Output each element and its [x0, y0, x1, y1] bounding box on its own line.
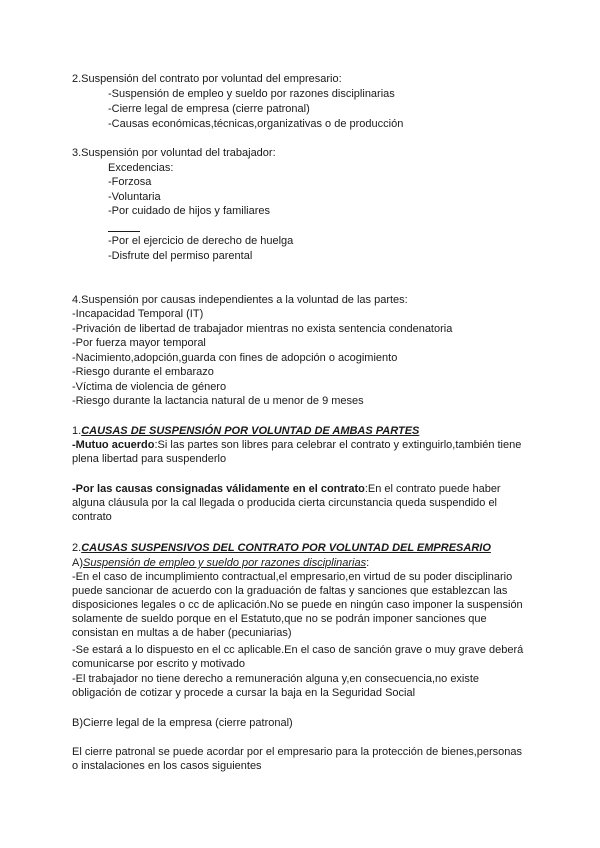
subheading-title: Suspensión de empleo y sueldo por razones disciplinarias [83, 557, 367, 569]
heading-number: 1. [72, 425, 82, 437]
paragraph: El cierre patronal se puede acordar por el empresario para la protección de bienes,personas o instalaciones en los casos siguientes [72, 746, 523, 772]
list-item: -Incapacidad Temporal (IT) [72, 308, 204, 320]
list-item: -Suspensión de empleo y sueldo por razones disciplinarias [108, 88, 395, 100]
paragraph: -El trabajador no tiene derecho a remuneración alguna y,en consecuencia,no existe obligación de cotizar y procede a cursar la baja en la Seguridad Social [72, 673, 480, 699]
heading-ambas-partes [72, 424, 419, 438]
paragraph: -En el caso de incumplimiento contractual,el empresario,en virtud de su poder disciplinario puede sancionar de acuerdo con la graduación de faltas y sanciones que establezcan las disposiciones legales o cc de aplicación.No se puede en ningún caso imponer la suspensión solamente de sueldo porque en el Estatuto,que no se podrán imponer sanciones que consistan en multas a de haber (pecuniarias) [72, 571, 523, 639]
subheading-a [72, 556, 369, 570]
list-item: -Privación de libertad de trabajador mientras no exista sentencia condenatoria [72, 323, 453, 335]
list-item: -Causas económicas,técnicas,organizativas o de producción [108, 118, 404, 130]
list-item: -Disfrute del permiso parental [108, 250, 253, 262]
term-label: -Mutuo acuerdo [72, 439, 155, 451]
separator-line [108, 231, 140, 232]
heading-number: 2. [72, 542, 82, 554]
subheading-colon: : [366, 557, 370, 569]
heading-title: CAUSAS DE SUSPENSIÓN POR VOLUNTAD DE AMBAS PARTES [81, 425, 420, 437]
list-item: -Voluntaria [108, 191, 161, 203]
section-2-title: 2.Suspensión del contrato por voluntad del empresario: [72, 73, 342, 85]
list-item: -Cierre legal de empresa (cierre patronal) [108, 103, 310, 115]
list-item: -Nacimiento,adopción,guarda con fines de adopción o acogimiento [72, 352, 398, 364]
list-item: -Forzosa [108, 176, 152, 188]
list-item: -Por cuidado de hijos y familiares [108, 205, 271, 217]
list-item: -Por el ejercicio de derecho de huelga [108, 235, 294, 247]
section-4-title: 4.Suspensión por causas independientes a la voluntad de las partes: [72, 294, 408, 306]
list-item: -Víctima de violencia de género [72, 381, 227, 393]
term-label: -Por las causas consignadas válidamente en el contrato [72, 483, 365, 495]
list-item: -Por fuerza mayor temporal [72, 337, 206, 349]
paragraph: -Se estará a lo dispuesto en el cc aplicable.En el caso de sanción grave o muy grave deberá comunicarse por escrito y motivado [72, 644, 524, 670]
subheading: Excedencias: [108, 162, 174, 174]
term-text: :En el contrato puede haber alguna cláusula por la cal llegada o producida cierta circunstancia queda suspendido el contrato [72, 483, 501, 523]
list-item: -Riesgo durante el embarazo [72, 366, 214, 378]
subheading-prefix: A) [72, 557, 83, 569]
heading-title: CAUSAS SUSPENSIVOS DEL CONTRATO POR VOLUNTAD DEL EMPRESARIO [81, 542, 491, 554]
heading-voluntad-empresario [72, 541, 491, 555]
paragraph-mutuo-acuerdo [72, 438, 528, 466]
subheading-b: B)Cierre legal de la empresa (cierre patronal) [72, 717, 293, 729]
list-item: -Riesgo durante la lactancia natural de u menor de 9 meses [72, 395, 364, 407]
paragraph-causas-consignadas [72, 482, 528, 524]
section-3-title: 3.Suspensión por voluntad del trabajador: [72, 147, 276, 159]
term-text: :Si las partes son libres para celebrar el contrato y extinguirlo,también tiene plena libertad para suspenderlo [72, 439, 522, 465]
